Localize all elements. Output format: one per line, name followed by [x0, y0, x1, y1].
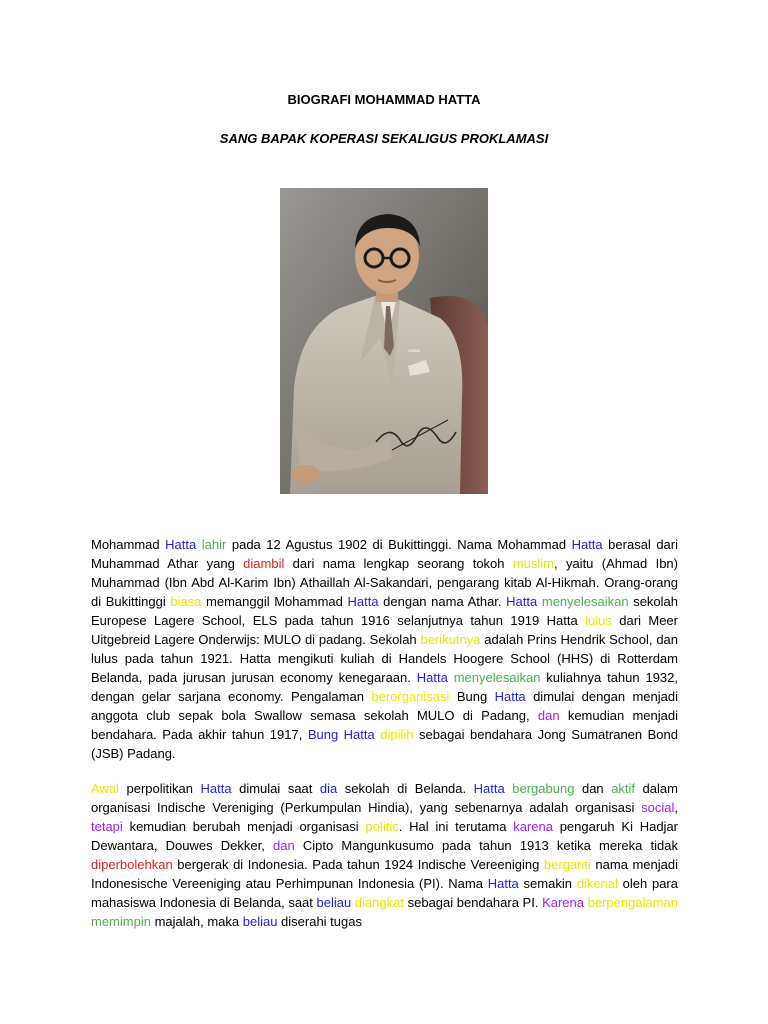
text-run: majalah, maka: [150, 914, 243, 929]
highlighted-word: diperbolehkan: [91, 857, 173, 872]
text-run: pengaruh Ki Hadjar Dewantara, Douwes Dekker,: [91, 819, 679, 853]
highlighted-word: memimpin: [91, 914, 151, 929]
page-title: BIOGRAFI MOHAMMAD HATTA: [287, 92, 481, 107]
highlighted-word: social: [641, 800, 675, 815]
text-run: pada 12 Agustus 1902 di Bukittinggi. Nama Mohammad: [226, 537, 572, 552]
paragraph-2: [91, 779, 678, 931]
text-run: kemudian berubah menjadi organisasi: [122, 819, 366, 834]
highlighted-word: dan: [537, 708, 560, 723]
text-run: kemudian menjadi bendahara. Pada akhir tahun 1917,: [91, 708, 678, 742]
text-run: adalah Prins Hendrik School, dan lulus pada tahun 1921. Hatta mengikuti kuliah di Handels Hoogere School (HHS) di Rotterdam Belanda, pada jurusan jurusan economy kenegaraan.: [91, 632, 679, 685]
highlighted-word: bergabung: [512, 781, 575, 796]
highlighted-word: Karena: [542, 895, 584, 910]
highlighted-word: menyelesaikan: [541, 594, 629, 609]
highlighted-word: dikenal: [576, 876, 618, 891]
highlighted-word: berikutnya: [420, 632, 481, 647]
text-run: nama menjadi Indonesische Vereeniging atau Perhimpunan Indonesia (PI). Nama: [91, 857, 678, 891]
text-run: dalam organisasi Indische Vereniging (Perkumpulan Hindia), yang sebenarnya adalah organisasi: [91, 781, 678, 815]
highlighted-word: diambil: [243, 556, 285, 571]
text-run: diserahi tugas: [277, 914, 362, 929]
highlighted-word: Hatta: [506, 594, 538, 609]
highlighted-word: karena: [513, 819, 553, 834]
highlighted-word: lahir: [201, 537, 227, 552]
highlighted-word: diangkat: [354, 895, 404, 910]
highlighted-word: Hatta: [473, 781, 505, 796]
text-run: Mohammad: [91, 537, 166, 552]
highlighted-word: Hatta: [165, 537, 197, 552]
text-run: sebagai bendahara PI.: [404, 895, 543, 910]
text-run: dari Meer Uitgebreid Lagere Onderwijs: MULO di padang. Sekolah: [91, 613, 678, 647]
text-run: . Hal ini terutama: [398, 819, 514, 834]
highlighted-word: aktif: [611, 781, 636, 796]
highlighted-word: Bung Hatta: [307, 727, 375, 742]
text-run: ,: [674, 800, 678, 815]
text-run: dimulai saat: [231, 781, 320, 796]
text-run: sebagai bendahara Jong Sumatranen Bond (JSB) Padang.: [91, 727, 678, 761]
text-run: oleh para mahasiswa Indonesia di Belanda, saat: [91, 876, 678, 910]
highlighted-word: berorganisasi: [371, 689, 450, 704]
text-run: sekolah di Belanda.: [337, 781, 474, 796]
text-run: sekolah Europese Lagere School, ELS pada tahun 1916 selanjutnya tahun 1919 Hatta: [91, 594, 678, 628]
highlighted-word: menyelesaikan: [453, 670, 541, 685]
text-run: berasal dari Muhammad Athar yang: [91, 537, 679, 571]
text-run: , yaitu (Ahmad Ibn) Muhammad (Ibn Abd Al-Karim Ibn) Athaillah Al-Sakandari, pengarang kitab Al-Hikmah. Orang-orang di Bukittinggi: [91, 556, 678, 609]
portrait-photo: [280, 188, 488, 494]
highlighted-word: Hatta: [347, 594, 379, 609]
text-run: dimulai dengan menjadi anggota club sepak bola Swallow semasa sekolah MULO di Padang,: [91, 689, 678, 723]
highlighted-word: politic: [365, 819, 399, 834]
highlighted-word: Hatta: [200, 781, 232, 796]
text-run: dan: [574, 781, 612, 796]
highlighted-word: Hatta: [571, 537, 603, 552]
text-run: dengan nama Athar.: [378, 594, 507, 609]
highlighted-word: biasa: [170, 594, 202, 609]
highlighted-word: Hatta: [487, 876, 519, 891]
text-run: kuliahnya tahun 1932, dengan gelar sarjana economy. Pengalaman: [91, 670, 679, 704]
highlighted-word: Hatta: [416, 670, 448, 685]
highlighted-word: muslim: [512, 556, 555, 571]
badge-text: OMMK: [408, 348, 421, 353]
text-run: dari nama lengkap seorang tokoh: [284, 556, 513, 571]
highlighted-word: berganti: [543, 857, 591, 872]
text-run: Cipto Mangunkusumo pada tahun 1913 ketika mereka tidak: [294, 838, 678, 853]
highlighted-word: beliau: [242, 914, 278, 929]
highlighted-word: berpengalaman: [587, 895, 678, 910]
highlighted-word: Awal: [91, 781, 119, 796]
paragraph-1: [91, 535, 678, 763]
highlighted-word: dia: [319, 781, 338, 796]
highlighted-word: Hatta: [494, 689, 526, 704]
highlighted-word: beliau: [316, 895, 352, 910]
highlighted-word: lulus: [585, 613, 612, 628]
text-run: perpolitikan: [118, 781, 201, 796]
text-run: memanggil Mohammad: [201, 594, 348, 609]
highlighted-word: dan: [273, 838, 295, 853]
highlighted-word: dipilih: [380, 727, 414, 742]
text-run: bergerak di Indonesia. Pada tahun 1924 Indische Vereeniging: [172, 857, 544, 872]
text-run: semakin: [518, 876, 577, 891]
page-subtitle: SANG BAPAK KOPERASI SEKALIGUS PROKLAMASI: [219, 131, 549, 146]
text-run: Bung: [449, 689, 495, 704]
highlighted-word: tetapi: [91, 819, 123, 834]
